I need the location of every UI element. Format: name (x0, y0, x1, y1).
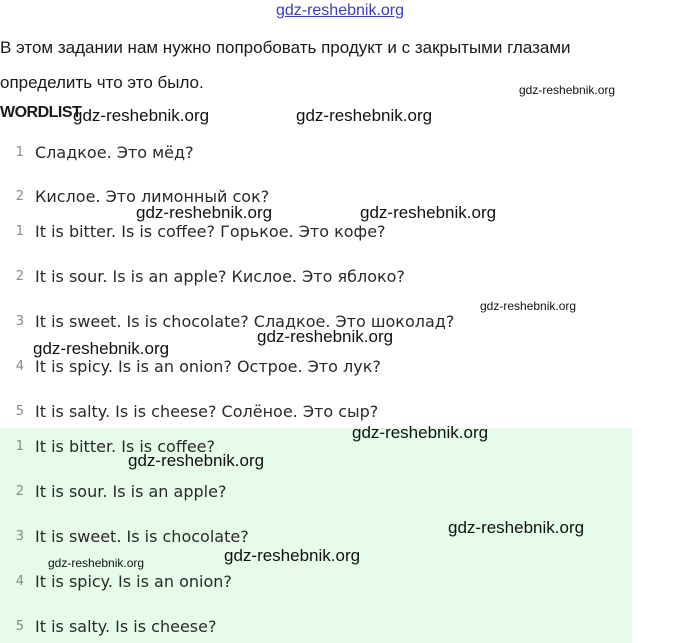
item-text: It is sour. Is is an apple? Кислое. Это яблоко? (35, 266, 405, 286)
watermark: gdz-reshebnik.org (296, 106, 433, 125)
list-item (0, 399, 378, 423)
wordlist-heading: WORDLIST (0, 104, 82, 121)
watermark: gdz-reshebnik.org (33, 339, 170, 358)
item-number: 5 (15, 403, 24, 419)
item-number: 3 (15, 528, 24, 544)
item-number: 4 (15, 358, 24, 374)
watermark: gdz-reshebnik.org (257, 327, 394, 346)
item-number: 2 (15, 188, 24, 204)
list-item (0, 614, 216, 638)
item-text: It is salty. Is is cheese? Солёное. Это сыр? (35, 401, 379, 421)
list-item (0, 569, 232, 593)
item-text: It is spicy. Is is an onion? (35, 571, 232, 591)
watermark: gdz-reshebnik.org (224, 546, 361, 565)
item-number: 2 (15, 268, 24, 284)
item-text: It is sour. Is is an apple? (35, 481, 227, 501)
item-number: 1 (15, 144, 24, 160)
list-item (0, 524, 249, 548)
item-text: Сладкое. Это мёд? (35, 142, 194, 162)
item-number: 1 (15, 438, 24, 454)
intro-line-2: определить что это было. (0, 73, 204, 92)
watermark: gdz-reshebnik.org (360, 203, 497, 222)
intro-line-1: В этом задании нам нужно попробовать продукт и с закрытыми глазами (0, 38, 571, 57)
watermark: gdz-reshebnik.org (73, 106, 210, 125)
item-text: Кислое. Это лимонный сок? (35, 186, 270, 206)
item-number: 2 (15, 483, 24, 499)
watermark: gdz-reshebnik.org (448, 518, 585, 537)
watermark: gdz-reshebnik.org (128, 451, 265, 470)
item-text: It is bitter. Is is coffee? Горькое. Это кофе? (35, 221, 386, 241)
watermark: gdz-reshebnik.org (48, 556, 145, 570)
list-item (0, 264, 405, 288)
item-text: It is salty. Is is cheese? (35, 616, 217, 636)
item-text: It is sweet. Is is chocolate? (35, 526, 249, 546)
list-item (0, 479, 226, 503)
item-text: It is sweet. Is is chocolate? Сладкое. Это шоколад? (35, 311, 455, 331)
site-header-link[interactable]: gdz-reshebnik.org (275, 2, 405, 19)
item-text: It is spicy. Is is an onion? Острое. Это лук? (35, 356, 381, 376)
watermark: gdz-reshebnik.org (136, 203, 273, 222)
item-number: 5 (15, 618, 24, 634)
watermark: gdz-reshebnik.org (519, 83, 616, 97)
item-number: 3 (15, 313, 24, 329)
item-number: 4 (15, 573, 24, 589)
item-text: It is bitter. Is is coffee? (35, 436, 216, 456)
watermark: gdz-reshebnik.org (352, 423, 489, 442)
item-number: 1 (15, 223, 24, 239)
list-item (0, 140, 194, 164)
watermark: gdz-reshebnik.org (480, 299, 577, 313)
